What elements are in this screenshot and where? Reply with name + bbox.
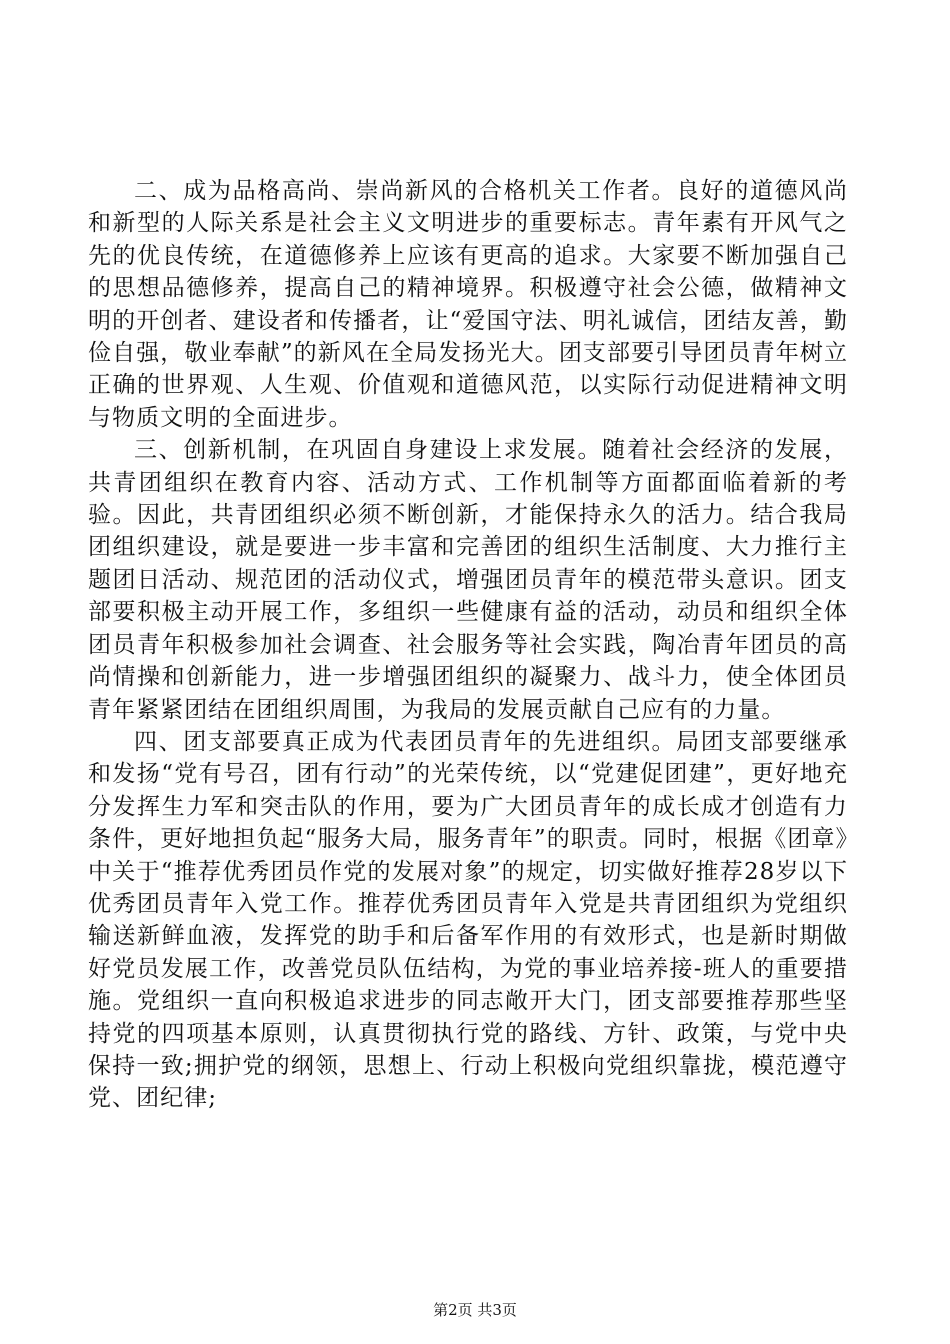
paragraph-section-two: 二、成为品格高尚、崇尚新风的合格机关工作者。良好的道德风尚和新型的人际关系是社会主义文明进步的重要标志。青年素有开风气之先的优良传统，在道德修养上应该有更高的追求。大家要不断加强自己的思想品德修养，提高自己的精神境界。积极遵守社会公德，做精神文明的开创者、建设者和传播者，让“爱国守法、明礼诚信，团结友善，勤俭自强，敬业奉献”的新风在全局发扬光大。团支部要引导团员青年树立正确的世界观、人生观、价值观和道德风范，以实际行动促进精神文明与物质文明的全面进步。 xyxy=(88,178,848,431)
paragraph-section-four: 四、团支部要真正成为代表团员青年的先进组织。局团支部要继承和发扬“党有号召，团有行动”的光荣传统，以“党建促团建”，更好地充分发挥生力军和突击队的作用，要为广大团员青年的成长成才创造有力条件，更好地担负起“服务大局，服务青年”的职责。同时，根据《团章》中关于“推荐优秀团员作党的发展对象”的规定，切实做好推荐28岁以下优秀团员青年入党工作。推荐优秀团员青年入党是共青团组织为党组织输送新鲜血液，发挥党的助手和后备军作用的有效形式，也是新时期做好党员发展工作，改善党员队伍结构，为党的事业培养接-班人的重要措施。党组织一直向积极追求进步的同志敞开大门，团支部要推荐那些坚持党的四项基本原则，认真贯彻执行党的路线、方针、政策，与党中央保持一致;拥护党的纲领，思想上、行动上积极向党组织靠拢，模范遵守党、团纪律; xyxy=(88,728,848,1112)
page-number-footer: 第2页 共3页 xyxy=(433,1301,517,1319)
paragraph-section-three: 三、创新机制，在巩固自身建设上求发展。随着社会经济的发展，共青团组织在教育内容、活动方式、工作机制等方面都面临着新的考验。因此，共青团组织必须不断创新，才能保持永久的活力。结合我局团组织建设，就是要进一步丰富和完善团的组织生活制度、大力推行主题团日活动、规范团的活动仪式，增强团员青年的模范带头意识。团支部要积极主动开展工作，多组织一些健康有益的活动，动员和组织全体团员青年积极参加社会调查、社会服务等社会实践，陶冶青年团员的高尚情操和创新能力，进一步增强团组织的凝聚力、战斗力，使全体团员青年紧紧团结在团组织周围，为我局的发展贡献自己应有的力量。 xyxy=(88,437,848,723)
document-body xyxy=(88,175,848,1115)
